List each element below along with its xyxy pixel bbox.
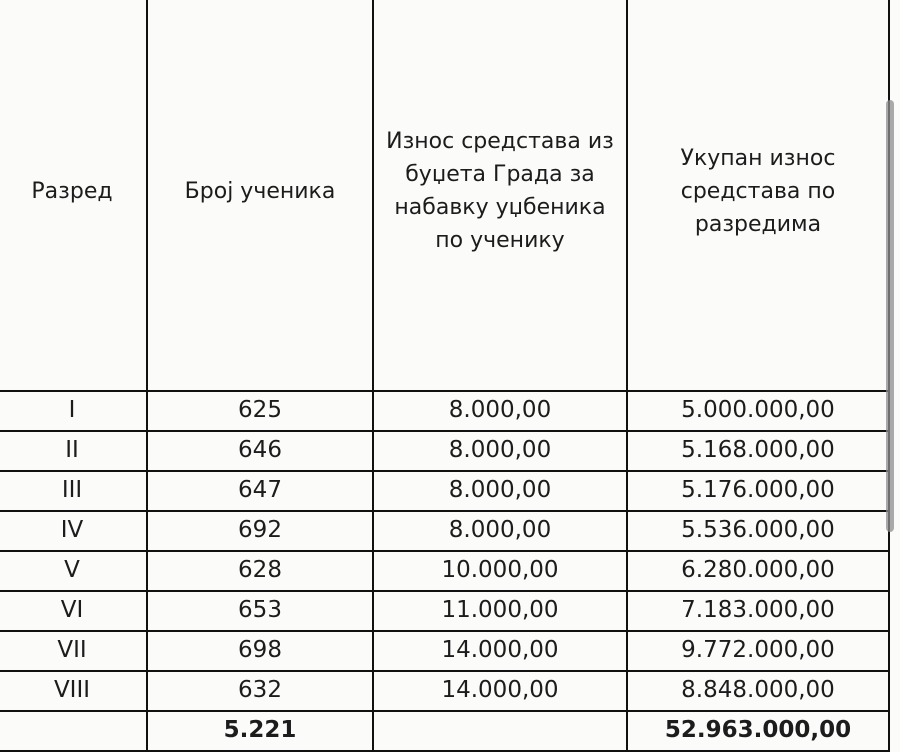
- cell-grade: I: [0, 391, 147, 431]
- cell-student-count: 692: [147, 511, 373, 551]
- cell-student-count: 625: [147, 391, 373, 431]
- vertical-scrollbar[interactable]: [886, 100, 896, 532]
- cell-total-amount: 5.536.000,00: [627, 511, 889, 551]
- total-per-student-cell: [373, 711, 627, 751]
- cell-student-count: 698: [147, 631, 373, 671]
- cell-student-count: 646: [147, 431, 373, 471]
- cell-student-count: 647: [147, 471, 373, 511]
- cell-amount-per-student: 11.000,00: [373, 591, 627, 631]
- total-amount: 52.963.000,00: [627, 711, 889, 751]
- cell-grade: VIII: [0, 671, 147, 711]
- table-row: [0, 591, 889, 631]
- total-label-cell: [0, 711, 147, 751]
- cell-amount-per-student: 14.000,00: [373, 671, 627, 711]
- table-row: [0, 391, 889, 431]
- cell-total-amount: 5.176.000,00: [627, 471, 889, 511]
- cell-amount-per-student: 14.000,00: [373, 631, 627, 671]
- total-student-count: 5.221: [147, 711, 373, 751]
- header-amount-per-student: Износ средстава из буџета Града за набавку уџбеника по ученику: [373, 0, 627, 391]
- table-row: [0, 511, 889, 551]
- header-total-amount: Укупан износ средстава по разредима: [627, 0, 889, 391]
- cell-grade: II: [0, 431, 147, 471]
- cell-total-amount: 7.183.000,00: [627, 591, 889, 631]
- cell-grade: IV: [0, 511, 147, 551]
- cell-total-amount: 8.848.000,00: [627, 671, 889, 711]
- total-row: [0, 711, 889, 751]
- table-row: [0, 471, 889, 511]
- table-row: [0, 431, 889, 471]
- header-grade: Разред: [0, 0, 147, 391]
- cell-total-amount: 5.000.000,00: [627, 391, 889, 431]
- cell-total-amount: 6.280.000,00: [627, 551, 889, 591]
- cell-student-count: 628: [147, 551, 373, 591]
- cell-amount-per-student: 8.000,00: [373, 391, 627, 431]
- cell-amount-per-student: 8.000,00: [373, 511, 627, 551]
- cell-grade: VI: [0, 591, 147, 631]
- header-student-count: Број ученика: [147, 0, 373, 391]
- table-row: [0, 631, 889, 671]
- table-row: [0, 671, 889, 711]
- cell-amount-per-student: 8.000,00: [373, 431, 627, 471]
- cell-grade: VII: [0, 631, 147, 671]
- cell-grade: III: [0, 471, 147, 511]
- cell-student-count: 632: [147, 671, 373, 711]
- cell-total-amount: 5.168.000,00: [627, 431, 889, 471]
- scrollbar-thumb[interactable]: [886, 100, 894, 532]
- table-row: [0, 551, 889, 591]
- cell-grade: V: [0, 551, 147, 591]
- cell-total-amount: 9.772.000,00: [627, 631, 889, 671]
- cell-amount-per-student: 10.000,00: [373, 551, 627, 591]
- cell-amount-per-student: 8.000,00: [373, 471, 627, 511]
- cell-student-count: 653: [147, 591, 373, 631]
